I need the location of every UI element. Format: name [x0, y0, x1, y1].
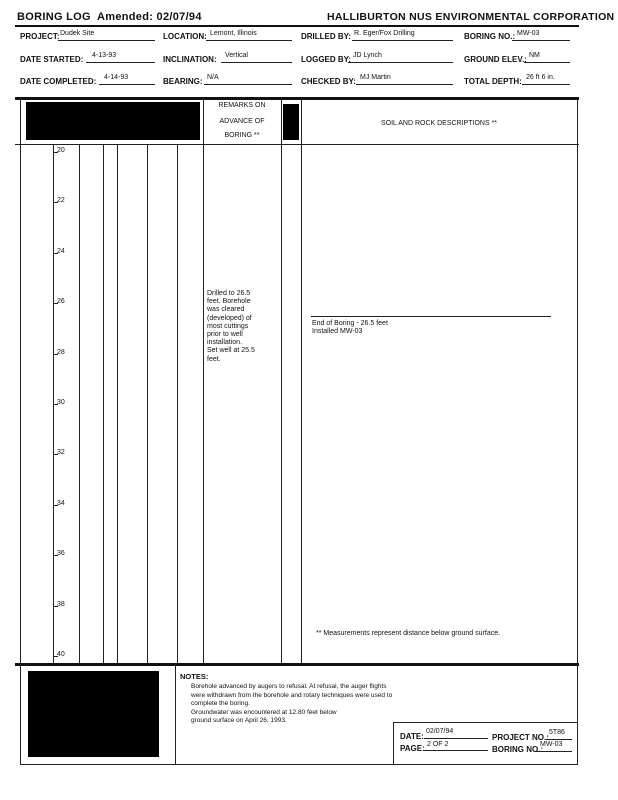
- date-started-label: DATE STARTED:: [20, 55, 84, 64]
- header-top-rule: [15, 25, 579, 27]
- table-head-rule: [15, 144, 579, 145]
- footer-box-left: [393, 722, 394, 764]
- table-right-edge: [577, 98, 578, 663]
- notes-title: NOTES:: [180, 672, 209, 681]
- project-label: PROJECT:: [20, 32, 60, 41]
- boring-no-underline: [512, 40, 570, 41]
- inclination-underline: [221, 62, 292, 63]
- footer-page-value: 2 OF 2: [427, 741, 449, 748]
- table-bottom-rule: [15, 663, 579, 666]
- depth-tick-label: 26: [57, 298, 65, 306]
- inclination-value: Vertical: [225, 52, 248, 59]
- column-divider: [117, 144, 118, 663]
- notes-line: were withdrawn from the borehole and rotary techniques were used to: [191, 691, 393, 699]
- column-divider: [79, 144, 80, 663]
- depth-tick-label: 34: [57, 499, 65, 507]
- depth-tick-label: 20: [57, 147, 65, 154]
- date-completed-value: 4-14-93: [104, 74, 129, 81]
- checked-label: CHECKED BY:: [301, 77, 356, 86]
- total-depth-label: TOTAL DEPTH:: [464, 77, 522, 86]
- notes-divider: [175, 664, 176, 764]
- depth-tick-label: 38: [57, 600, 65, 608]
- footer-boring-no-label: BORING NO.:: [492, 745, 544, 754]
- notes-line: ground surface on April 26, 1993.: [191, 717, 287, 724]
- location-label: LOCATION:: [163, 32, 207, 41]
- ground-elev-label: GROUND ELEV.:: [464, 55, 527, 64]
- remarks-line: was cleared: [207, 306, 245, 314]
- notes-text: [191, 683, 471, 726]
- remarks-line: installation.: [207, 339, 243, 347]
- remarks-header-line1: REMARKS ON: [218, 102, 266, 109]
- redacted-column-headers: [26, 102, 200, 140]
- drilled-underline: [352, 40, 453, 41]
- column-divider: [103, 144, 104, 663]
- remarks-left-divider: [203, 98, 204, 663]
- remarks-line: Set well at 25.5: [207, 347, 255, 355]
- footer-date-label: DATE:: [400, 732, 424, 741]
- footer-date-underline: [424, 738, 488, 739]
- end-of-boring-rule: [311, 316, 551, 317]
- footer-box-top: [393, 722, 578, 723]
- project-value: Dudek Site: [60, 30, 95, 37]
- redacted-symbol-header: [283, 104, 299, 140]
- notes-left-edge: [20, 664, 21, 764]
- date-completed-underline: [99, 84, 155, 85]
- soil-description-header: SOIL AND ROCK DESCRIPTIONS **: [380, 120, 498, 127]
- bearing-label: BEARING:: [163, 77, 203, 86]
- notes-line: Groundwater was encountered at 12.80 feet below: [191, 708, 337, 716]
- depth-tick-label: 30: [57, 399, 65, 406]
- footer-project-no-value: 5T86: [549, 729, 565, 736]
- remarks-text: [207, 290, 279, 364]
- logged-label: LOGGED BY:: [301, 55, 352, 64]
- notes-line: Borehole advanced by augers to refusal. At refusal, the auger flights: [191, 683, 387, 690]
- depth-tick-label: 40: [57, 651, 65, 658]
- bearing-underline: [204, 84, 292, 85]
- bearing-value: N/A: [207, 74, 219, 81]
- location-value: Lemont, Illinois: [210, 30, 257, 37]
- ground-elev-value: NM: [529, 52, 540, 59]
- form-title: BORING LOG: [17, 11, 91, 23]
- boring-no-label: BORING NO.:: [464, 32, 516, 41]
- remarks-header-line2: ADVANCE OF: [219, 118, 265, 125]
- total-depth-value: 26 ft 6 in.: [526, 74, 555, 81]
- date-completed-label: DATE COMPLETED:: [20, 77, 97, 86]
- date-started-underline: [86, 62, 155, 63]
- drilled-label: DRILLED BY:: [301, 32, 352, 41]
- column-divider: [177, 144, 178, 663]
- depth-tick-label: 28: [57, 348, 65, 356]
- footer-boring-no-value: MW-03: [540, 741, 563, 748]
- footer-page-underline: [424, 750, 488, 751]
- remarks-line: most cuttings: [207, 322, 249, 330]
- remarks-right-divider: [281, 98, 282, 663]
- location-underline: [206, 40, 292, 41]
- table-left-edge: [20, 98, 21, 663]
- table-top-rule: [15, 97, 579, 100]
- remarks-line: prior to well: [207, 331, 243, 339]
- checked-value: MJ Martin: [360, 74, 391, 81]
- remarks-line: feet.: [207, 355, 221, 363]
- footer-project-no-underline: [546, 739, 572, 740]
- date-started-value: 4-13-93: [92, 52, 117, 59]
- symbol-right-divider: [301, 98, 302, 663]
- description-text: [312, 320, 552, 336]
- drilled-value: R. Eger/Fox Drilling: [354, 30, 415, 37]
- depth-tick-label: 36: [57, 550, 65, 558]
- notes-bottom-rule: [20, 764, 578, 765]
- footer-boring-no-underline: [536, 751, 572, 752]
- inclination-label: INCLINATION:: [163, 55, 217, 64]
- remarks-header: [205, 100, 279, 142]
- total-depth-underline: [522, 84, 570, 85]
- remarks-line: feet. Borehole: [207, 298, 251, 306]
- checked-underline: [356, 84, 453, 85]
- footer-project-no-label: PROJECT NO.:: [492, 733, 549, 742]
- remarks-line: (developed) of: [207, 314, 252, 322]
- description-line: End of Boring - 26.5 feet: [312, 320, 388, 327]
- notes-right-edge: [577, 664, 578, 764]
- redacted-logo-block: [28, 671, 159, 757]
- logged-value: JD Lynch: [353, 52, 382, 59]
- footer-page-label: PAGE:: [400, 744, 425, 753]
- boring-no-value: MW-03: [517, 30, 540, 37]
- project-underline: [58, 40, 155, 41]
- remarks-line: Drilled to 26.5: [207, 290, 251, 297]
- column-divider: [147, 144, 148, 663]
- company-name: HALLIBURTON NUS ENVIRONMENTAL CORPORATION: [327, 11, 615, 23]
- logged-underline: [348, 62, 453, 63]
- depth-tick-label: 24: [57, 247, 65, 255]
- depth-tick-label: 22: [57, 197, 65, 205]
- measurement-footnote: ** Measurements represent distance below ground surface.: [316, 630, 501, 637]
- remarks-header-line3: BORING **: [224, 132, 260, 139]
- depth-tick-label: 32: [57, 449, 65, 457]
- description-line: Installed MW-03: [312, 328, 363, 336]
- amended-date: Amended: 02/07/94: [97, 11, 202, 23]
- ground-elev-underline: [524, 62, 570, 63]
- footer-date-value: 02/07/94: [426, 728, 454, 735]
- notes-line: complete the boring.: [191, 700, 250, 707]
